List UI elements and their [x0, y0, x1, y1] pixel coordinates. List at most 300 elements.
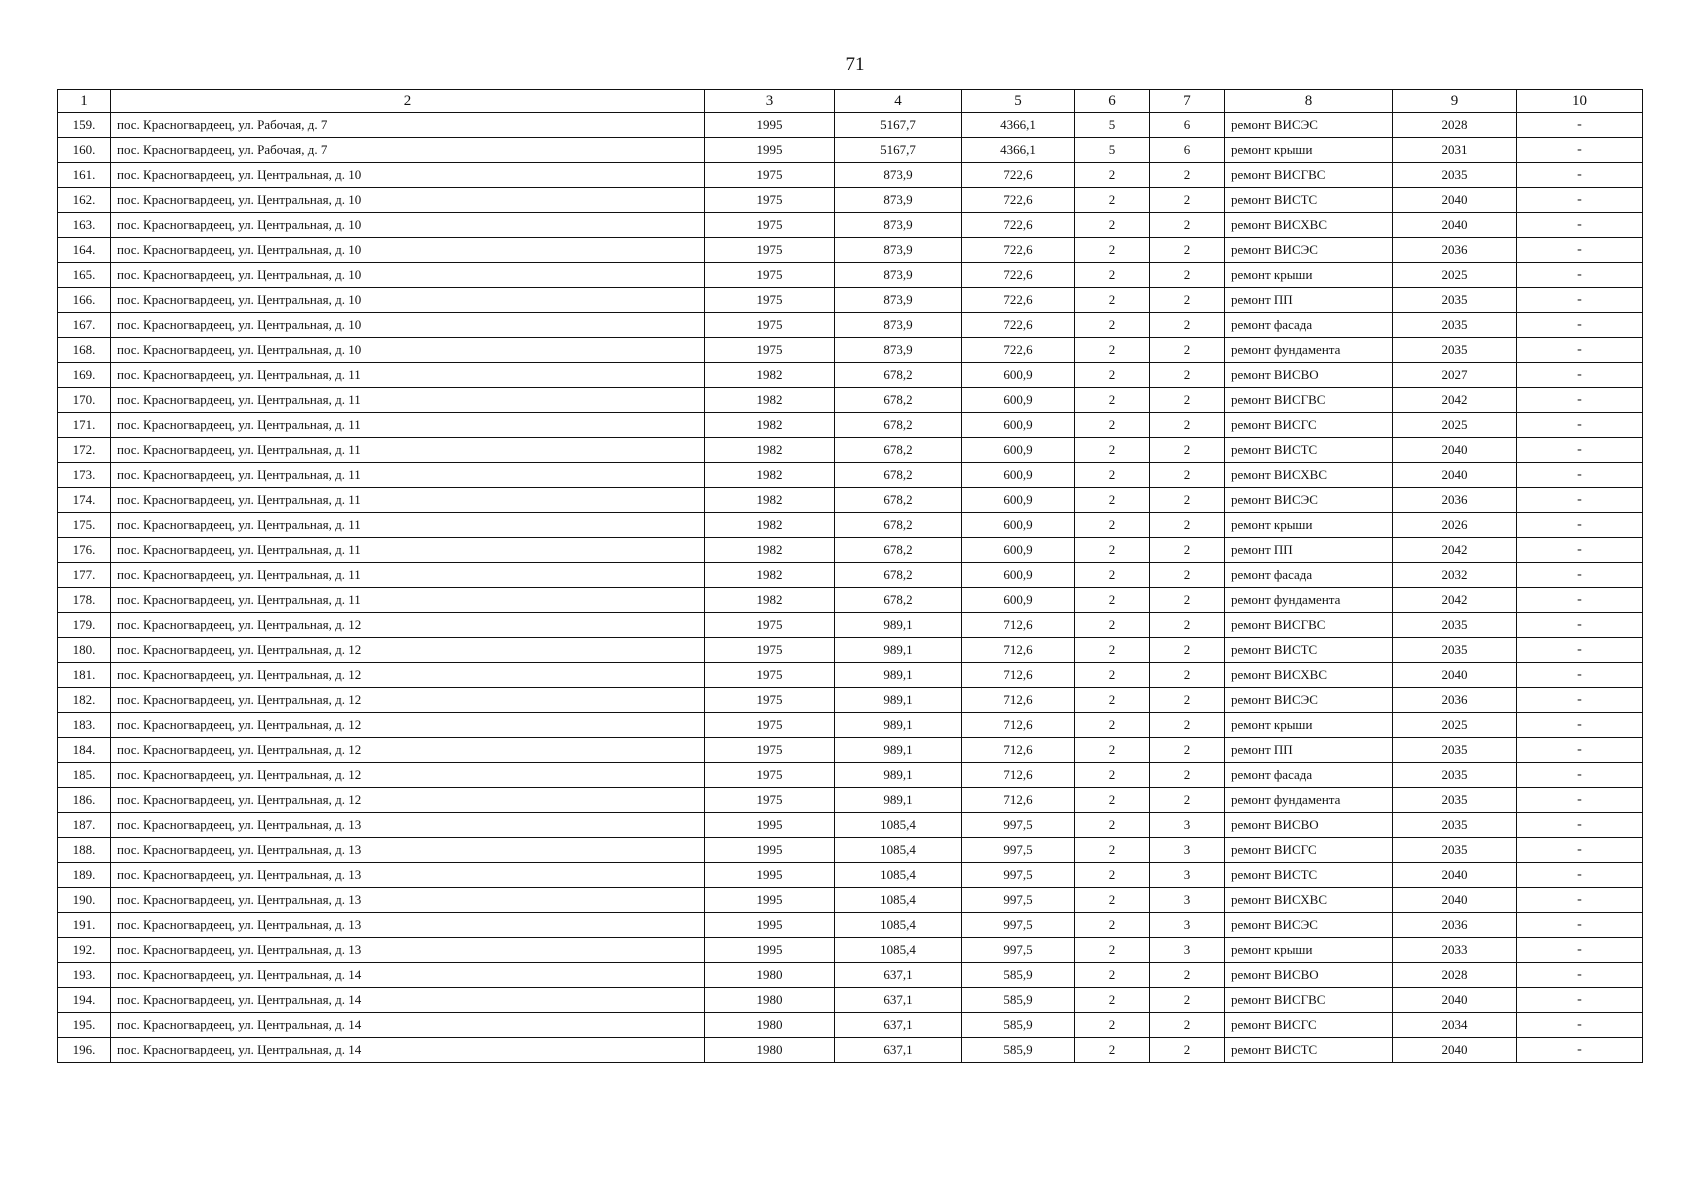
work-type-cell: ремонт крыши: [1225, 513, 1393, 538]
planned-year-cell: 2028: [1393, 113, 1517, 138]
floors-cell: 2: [1075, 363, 1150, 388]
row-number-cell: 166.: [58, 288, 111, 313]
address-cell: пос. Красногвардеец, ул. Центральная, д. 13: [111, 938, 705, 963]
floors-cell: 2: [1075, 613, 1150, 638]
address-cell: пос. Красногвардеец, ул. Рабочая, д. 7: [111, 138, 705, 163]
work-type-cell: ремонт ПП: [1225, 288, 1393, 313]
entrances-cell: 2: [1150, 413, 1225, 438]
address-cell: пос. Красногвардеец, ул. Центральная, д. 11: [111, 563, 705, 588]
planned-year-cell: 2040: [1393, 1038, 1517, 1063]
address-cell: пос. Красногвардеец, ул. Центральная, д. 14: [111, 963, 705, 988]
row-number-cell: 176.: [58, 538, 111, 563]
note-cell: -: [1517, 738, 1643, 763]
total-area-cell: 678,2: [835, 513, 962, 538]
year-cell: 1982: [705, 513, 835, 538]
planned-year-cell: 2028: [1393, 963, 1517, 988]
table-row: [58, 538, 1643, 563]
living-area-cell: 712,6: [962, 788, 1075, 813]
floors-cell: 2: [1075, 988, 1150, 1013]
entrances-cell: 2: [1150, 188, 1225, 213]
entrances-cell: 3: [1150, 838, 1225, 863]
table-row: [58, 163, 1643, 188]
planned-year-cell: 2033: [1393, 938, 1517, 963]
table-row: [58, 613, 1643, 638]
work-type-cell: ремонт ВИСГС: [1225, 1013, 1393, 1038]
entrances-cell: 2: [1150, 963, 1225, 988]
row-number-cell: 171.: [58, 413, 111, 438]
floors-cell: 2: [1075, 913, 1150, 938]
row-number-cell: 181.: [58, 663, 111, 688]
year-cell: 1980: [705, 988, 835, 1013]
entrances-cell: 2: [1150, 438, 1225, 463]
living-area-cell: 997,5: [962, 813, 1075, 838]
year-cell: 1975: [705, 638, 835, 663]
table-body: [58, 113, 1643, 1063]
note-cell: -: [1517, 388, 1643, 413]
address-cell: пос. Красногвардеец, ул. Центральная, д. 12: [111, 638, 705, 663]
planned-year-cell: 2036: [1393, 238, 1517, 263]
table-row: [58, 813, 1643, 838]
work-type-cell: ремонт крыши: [1225, 713, 1393, 738]
living-area-cell: 600,9: [962, 588, 1075, 613]
work-type-cell: ремонт ВИСХВС: [1225, 213, 1393, 238]
year-cell: 1975: [705, 238, 835, 263]
row-number-cell: 193.: [58, 963, 111, 988]
table-row: [58, 338, 1643, 363]
floors-cell: 2: [1075, 688, 1150, 713]
work-type-cell: ремонт ВИСГВС: [1225, 988, 1393, 1013]
living-area-cell: 712,6: [962, 763, 1075, 788]
entrances-cell: 3: [1150, 938, 1225, 963]
living-area-cell: 600,9: [962, 563, 1075, 588]
note-cell: -: [1517, 1013, 1643, 1038]
entrances-cell: 2: [1150, 513, 1225, 538]
entrances-cell: 2: [1150, 288, 1225, 313]
table-row: [58, 738, 1643, 763]
work-type-cell: ремонт фундамента: [1225, 788, 1393, 813]
note-cell: -: [1517, 838, 1643, 863]
table-row: [58, 788, 1643, 813]
living-area-cell: 600,9: [962, 363, 1075, 388]
header-row: [58, 90, 1643, 113]
row-number-cell: 174.: [58, 488, 111, 513]
address-cell: пос. Красногвардеец, ул. Центральная, д. 11: [111, 413, 705, 438]
planned-year-cell: 2025: [1393, 263, 1517, 288]
living-area-cell: 600,9: [962, 488, 1075, 513]
entrances-cell: 2: [1150, 463, 1225, 488]
note-cell: -: [1517, 213, 1643, 238]
entrances-cell: 2: [1150, 213, 1225, 238]
entrances-cell: 2: [1150, 663, 1225, 688]
planned-year-cell: 2036: [1393, 488, 1517, 513]
row-number-cell: 175.: [58, 513, 111, 538]
total-area-cell: 989,1: [835, 713, 962, 738]
note-cell: -: [1517, 238, 1643, 263]
living-area-cell: 722,6: [962, 163, 1075, 188]
total-area-cell: 989,1: [835, 763, 962, 788]
planned-year-cell: 2040: [1393, 863, 1517, 888]
address-cell: пос. Красногвардеец, ул. Центральная, д. 12: [111, 663, 705, 688]
row-number-cell: 173.: [58, 463, 111, 488]
address-cell: пос. Красногвардеец, ул. Центральная, д. 10: [111, 288, 705, 313]
total-area-cell: 1085,4: [835, 813, 962, 838]
note-cell: -: [1517, 313, 1643, 338]
work-type-cell: ремонт ВИСТС: [1225, 1038, 1393, 1063]
column-header: 10: [1517, 90, 1643, 113]
entrances-cell: 2: [1150, 713, 1225, 738]
floors-cell: 2: [1075, 313, 1150, 338]
entrances-cell: 2: [1150, 988, 1225, 1013]
year-cell: 1982: [705, 488, 835, 513]
living-area-cell: 712,6: [962, 688, 1075, 713]
year-cell: 1975: [705, 713, 835, 738]
address-cell: пос. Красногвардеец, ул. Центральная, д. 11: [111, 488, 705, 513]
planned-year-cell: 2035: [1393, 313, 1517, 338]
total-area-cell: 678,2: [835, 413, 962, 438]
row-number-cell: 162.: [58, 188, 111, 213]
work-type-cell: ремонт ВИСВО: [1225, 963, 1393, 988]
entrances-cell: 2: [1150, 238, 1225, 263]
total-area-cell: 1085,4: [835, 888, 962, 913]
table-row: [58, 938, 1643, 963]
year-cell: 1975: [705, 263, 835, 288]
living-area-cell: 712,6: [962, 663, 1075, 688]
total-area-cell: 1085,4: [835, 938, 962, 963]
note-cell: -: [1517, 938, 1643, 963]
living-area-cell: 722,6: [962, 288, 1075, 313]
work-type-cell: ремонт ВИСВО: [1225, 813, 1393, 838]
total-area-cell: 989,1: [835, 638, 962, 663]
total-area-cell: 873,9: [835, 338, 962, 363]
address-cell: пос. Красногвардеец, ул. Центральная, д. 10: [111, 263, 705, 288]
row-number-cell: 168.: [58, 338, 111, 363]
living-area-cell: 712,6: [962, 713, 1075, 738]
planned-year-cell: 2035: [1393, 338, 1517, 363]
row-number-cell: 161.: [58, 163, 111, 188]
living-area-cell: 600,9: [962, 388, 1075, 413]
year-cell: 1982: [705, 538, 835, 563]
work-type-cell: ремонт ВИСХВС: [1225, 663, 1393, 688]
year-cell: 1995: [705, 863, 835, 888]
row-number-cell: 188.: [58, 838, 111, 863]
address-cell: пос. Красногвардеец, ул. Центральная, д. 11: [111, 588, 705, 613]
floors-cell: 2: [1075, 588, 1150, 613]
floors-cell: 2: [1075, 788, 1150, 813]
address-cell: пос. Красногвардеец, ул. Центральная, д. 14: [111, 1013, 705, 1038]
total-area-cell: 1085,4: [835, 838, 962, 863]
address-cell: пос. Красногвардеец, ул. Центральная, д. 10: [111, 163, 705, 188]
work-type-cell: ремонт ПП: [1225, 738, 1393, 763]
address-cell: пос. Красногвардеец, ул. Центральная, д. 14: [111, 1038, 705, 1063]
planned-year-cell: 2035: [1393, 838, 1517, 863]
year-cell: 1995: [705, 138, 835, 163]
note-cell: -: [1517, 288, 1643, 313]
table-row: [58, 763, 1643, 788]
year-cell: 1982: [705, 413, 835, 438]
living-area-cell: 585,9: [962, 1013, 1075, 1038]
entrances-cell: 2: [1150, 638, 1225, 663]
column-header: 1: [58, 90, 111, 113]
note-cell: -: [1517, 763, 1643, 788]
note-cell: -: [1517, 588, 1643, 613]
note-cell: -: [1517, 888, 1643, 913]
year-cell: 1980: [705, 1038, 835, 1063]
entrances-cell: 3: [1150, 913, 1225, 938]
address-cell: пос. Красногвардеец, ул. Центральная, д. 11: [111, 438, 705, 463]
entrances-cell: 2: [1150, 763, 1225, 788]
table-row: [58, 988, 1643, 1013]
floors-cell: 2: [1075, 938, 1150, 963]
note-cell: -: [1517, 363, 1643, 388]
entrances-cell: 2: [1150, 538, 1225, 563]
floors-cell: 2: [1075, 1038, 1150, 1063]
work-type-cell: ремонт ВИСЭС: [1225, 113, 1393, 138]
work-type-cell: ремонт ВИСГВС: [1225, 163, 1393, 188]
planned-year-cell: 2040: [1393, 438, 1517, 463]
table-row: [58, 113, 1643, 138]
planned-year-cell: 2035: [1393, 788, 1517, 813]
note-cell: -: [1517, 488, 1643, 513]
work-type-cell: ремонт фундамента: [1225, 588, 1393, 613]
planned-year-cell: 2035: [1393, 738, 1517, 763]
planned-year-cell: 2040: [1393, 463, 1517, 488]
row-number-cell: 179.: [58, 613, 111, 638]
total-area-cell: 873,9: [835, 288, 962, 313]
note-cell: -: [1517, 963, 1643, 988]
note-cell: -: [1517, 188, 1643, 213]
table-row: [58, 413, 1643, 438]
table-row: [58, 238, 1643, 263]
address-cell: пос. Красногвардеец, ул. Центральная, д. 13: [111, 913, 705, 938]
row-number-cell: 159.: [58, 113, 111, 138]
planned-year-cell: 2034: [1393, 1013, 1517, 1038]
table-row: [58, 1038, 1643, 1063]
address-cell: пос. Красногвардеец, ул. Центральная, д. 10: [111, 238, 705, 263]
note-cell: -: [1517, 438, 1643, 463]
floors-cell: 2: [1075, 538, 1150, 563]
planned-year-cell: 2025: [1393, 713, 1517, 738]
note-cell: -: [1517, 613, 1643, 638]
address-cell: пос. Красногвардеец, ул. Центральная, д. 13: [111, 888, 705, 913]
year-cell: 1975: [705, 288, 835, 313]
year-cell: 1982: [705, 438, 835, 463]
address-cell: пос. Красногвардеец, ул. Центральная, д. 11: [111, 363, 705, 388]
floors-cell: 2: [1075, 188, 1150, 213]
note-cell: -: [1517, 563, 1643, 588]
year-cell: 1975: [705, 688, 835, 713]
year-cell: 1982: [705, 388, 835, 413]
floors-cell: 2: [1075, 863, 1150, 888]
living-area-cell: 712,6: [962, 638, 1075, 663]
address-cell: пос. Красногвардеец, ул. Центральная, д. 13: [111, 838, 705, 863]
living-area-cell: 997,5: [962, 888, 1075, 913]
entrances-cell: 2: [1150, 1013, 1225, 1038]
total-area-cell: 678,2: [835, 463, 962, 488]
table-row: [58, 213, 1643, 238]
address-cell: пос. Красногвардеец, ул. Центральная, д. 13: [111, 813, 705, 838]
entrances-cell: 2: [1150, 613, 1225, 638]
note-cell: -: [1517, 113, 1643, 138]
year-cell: 1995: [705, 938, 835, 963]
floors-cell: 5: [1075, 113, 1150, 138]
work-type-cell: ремонт ВИСЭС: [1225, 913, 1393, 938]
column-header: 8: [1225, 90, 1393, 113]
address-cell: пос. Красногвардеец, ул. Центральная, д. 13: [111, 863, 705, 888]
living-area-cell: 722,6: [962, 238, 1075, 263]
work-type-cell: ремонт ВИСГВС: [1225, 613, 1393, 638]
work-type-cell: ремонт крыши: [1225, 938, 1393, 963]
note-cell: -: [1517, 138, 1643, 163]
row-number-cell: 196.: [58, 1038, 111, 1063]
note-cell: -: [1517, 988, 1643, 1013]
address-cell: пос. Красногвардеец, ул. Центральная, д. 10: [111, 188, 705, 213]
living-area-cell: 722,6: [962, 338, 1075, 363]
table-row: [58, 863, 1643, 888]
table-row: [58, 388, 1643, 413]
year-cell: 1995: [705, 888, 835, 913]
note-cell: -: [1517, 338, 1643, 363]
entrances-cell: 2: [1150, 488, 1225, 513]
column-header: 7: [1150, 90, 1225, 113]
total-area-cell: 989,1: [835, 613, 962, 638]
living-area-cell: 600,9: [962, 513, 1075, 538]
floors-cell: 2: [1075, 888, 1150, 913]
living-area-cell: 997,5: [962, 838, 1075, 863]
planned-year-cell: 2040: [1393, 888, 1517, 913]
living-area-cell: 712,6: [962, 738, 1075, 763]
floors-cell: 2: [1075, 638, 1150, 663]
row-number-cell: 163.: [58, 213, 111, 238]
living-area-cell: 722,6: [962, 263, 1075, 288]
year-cell: 1975: [705, 188, 835, 213]
year-cell: 1980: [705, 963, 835, 988]
note-cell: -: [1517, 913, 1643, 938]
column-header: 9: [1393, 90, 1517, 113]
floors-cell: 2: [1075, 838, 1150, 863]
work-type-cell: ремонт ВИСГВС: [1225, 388, 1393, 413]
floors-cell: 2: [1075, 438, 1150, 463]
planned-year-cell: 2040: [1393, 663, 1517, 688]
column-header: 6: [1075, 90, 1150, 113]
living-area-cell: 585,9: [962, 963, 1075, 988]
table-row: [58, 588, 1643, 613]
planned-year-cell: 2040: [1393, 213, 1517, 238]
total-area-cell: 678,2: [835, 588, 962, 613]
year-cell: 1995: [705, 813, 835, 838]
living-area-cell: 4366,1: [962, 138, 1075, 163]
total-area-cell: 873,9: [835, 313, 962, 338]
total-area-cell: 637,1: [835, 1038, 962, 1063]
total-area-cell: 5167,7: [835, 138, 962, 163]
row-number-cell: 169.: [58, 363, 111, 388]
total-area-cell: 678,2: [835, 388, 962, 413]
row-number-cell: 180.: [58, 638, 111, 663]
living-area-cell: 712,6: [962, 613, 1075, 638]
living-area-cell: 585,9: [962, 988, 1075, 1013]
note-cell: -: [1517, 263, 1643, 288]
planned-year-cell: 2035: [1393, 613, 1517, 638]
work-type-cell: ремонт ВИСВО: [1225, 363, 1393, 388]
work-type-cell: ремонт ВИСЭС: [1225, 488, 1393, 513]
year-cell: 1995: [705, 113, 835, 138]
note-cell: -: [1517, 713, 1643, 738]
floors-cell: 2: [1075, 488, 1150, 513]
address-cell: пос. Красногвардеец, ул. Рабочая, д. 7: [111, 113, 705, 138]
entrances-cell: 3: [1150, 813, 1225, 838]
total-area-cell: 873,9: [835, 163, 962, 188]
total-area-cell: 1085,4: [835, 913, 962, 938]
note-cell: -: [1517, 163, 1643, 188]
floors-cell: 2: [1075, 263, 1150, 288]
year-cell: 1982: [705, 563, 835, 588]
table-row: [58, 363, 1643, 388]
planned-year-cell: 2042: [1393, 588, 1517, 613]
floors-cell: 2: [1075, 213, 1150, 238]
note-cell: -: [1517, 638, 1643, 663]
planned-year-cell: 2032: [1393, 563, 1517, 588]
column-header: 2: [111, 90, 705, 113]
total-area-cell: 637,1: [835, 1013, 962, 1038]
entrances-cell: 2: [1150, 163, 1225, 188]
note-cell: -: [1517, 863, 1643, 888]
table-row: [58, 288, 1643, 313]
living-area-cell: 600,9: [962, 413, 1075, 438]
living-area-cell: 600,9: [962, 438, 1075, 463]
planned-year-cell: 2035: [1393, 638, 1517, 663]
year-cell: 1975: [705, 613, 835, 638]
living-area-cell: 722,6: [962, 213, 1075, 238]
living-area-cell: 722,6: [962, 313, 1075, 338]
year-cell: 1975: [705, 663, 835, 688]
living-area-cell: 997,5: [962, 863, 1075, 888]
total-area-cell: 678,2: [835, 488, 962, 513]
total-area-cell: 989,1: [835, 788, 962, 813]
year-cell: 1980: [705, 1013, 835, 1038]
address-cell: пос. Красногвардеец, ул. Центральная, д. 12: [111, 688, 705, 713]
living-area-cell: 600,9: [962, 538, 1075, 563]
work-type-cell: ремонт ВИСЭС: [1225, 238, 1393, 263]
work-type-cell: ремонт крыши: [1225, 263, 1393, 288]
table-row: [58, 688, 1643, 713]
row-number-cell: 191.: [58, 913, 111, 938]
planned-year-cell: 2035: [1393, 813, 1517, 838]
row-number-cell: 189.: [58, 863, 111, 888]
address-cell: пос. Красногвардеец, ул. Центральная, д. 10: [111, 313, 705, 338]
floors-cell: 2: [1075, 163, 1150, 188]
entrances-cell: 2: [1150, 738, 1225, 763]
table-row: [58, 663, 1643, 688]
total-area-cell: 989,1: [835, 688, 962, 713]
row-number-cell: 165.: [58, 263, 111, 288]
floors-cell: 2: [1075, 663, 1150, 688]
work-type-cell: ремонт крыши: [1225, 138, 1393, 163]
note-cell: -: [1517, 538, 1643, 563]
table-row: [58, 513, 1643, 538]
year-cell: 1995: [705, 913, 835, 938]
planned-year-cell: 2040: [1393, 988, 1517, 1013]
living-area-cell: 585,9: [962, 1038, 1075, 1063]
living-area-cell: 600,9: [962, 463, 1075, 488]
address-cell: пос. Красногвардеец, ул. Центральная, д. 11: [111, 388, 705, 413]
year-cell: 1975: [705, 313, 835, 338]
entrances-cell: 2: [1150, 363, 1225, 388]
row-number-cell: 182.: [58, 688, 111, 713]
year-cell: 1982: [705, 363, 835, 388]
entrances-cell: 6: [1150, 113, 1225, 138]
table-row: [58, 188, 1643, 213]
table-row: [58, 138, 1643, 163]
address-cell: пос. Красногвардеец, ул. Центральная, д. 12: [111, 713, 705, 738]
